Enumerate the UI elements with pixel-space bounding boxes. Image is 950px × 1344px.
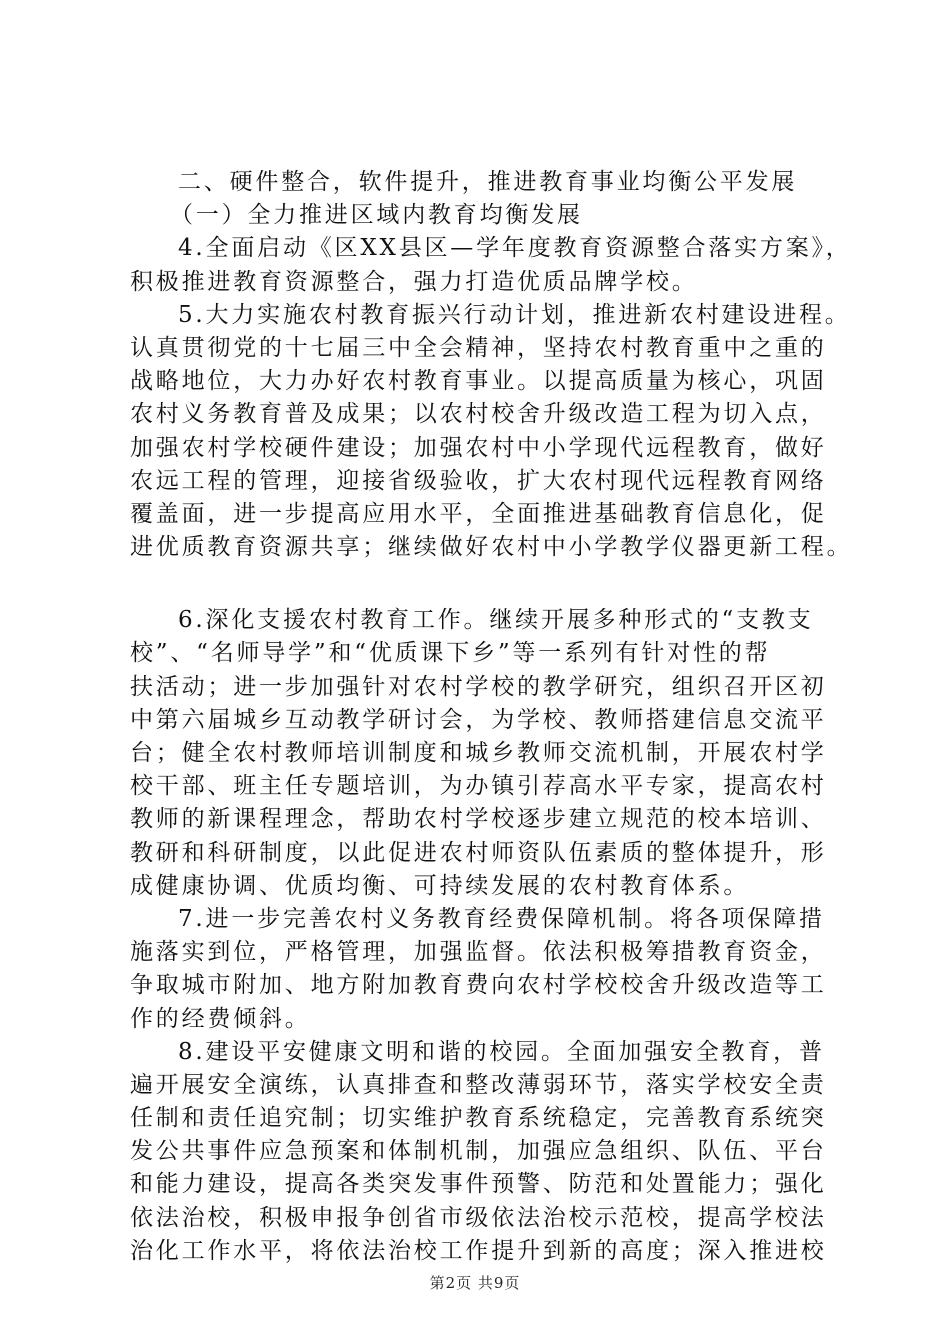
- paragraph-line: 覆盖面，进一步提高应用水平，全面推进基础教育信息化，促: [130, 500, 827, 527]
- paragraph-7: [130, 903, 830, 1036]
- paragraph-8: [130, 1036, 830, 1268]
- paragraph-line: 进优质教育资源共享；继续做好农村中小学教学仪器更新工程。: [130, 534, 853, 561]
- paragraph-line: 积极推进教育资源整合，强力打造优质品牌学校。: [130, 268, 698, 295]
- paragraph-line: 8.建设平安健康文明和谐的校园。全面加强安全教育，普: [178, 1038, 825, 1065]
- paragraph-6: [130, 604, 830, 903]
- paragraph-line: 5.大力实施农村教育振兴行动计划，推进新农村建设进程。: [178, 301, 851, 328]
- subsection-heading: （一）全力推进区域内教育均衡发展: [170, 202, 583, 229]
- section-heading: 二、硬件整合，软件提升，推进教育事业均衡公平发展: [178, 169, 798, 195]
- paragraph-5: [130, 299, 853, 565]
- paragraph-line: 加强农村学校硬件建设；加强农村中小学现代远程教育，做好: [130, 434, 827, 461]
- paragraph-line: 成健康协调、优质均衡、可持续发展的农村教育体系。: [130, 872, 750, 899]
- paragraph-line: 教研和科研制度，以此促进农村师资队伍素质的整体提升，形: [130, 839, 827, 866]
- paragraph-line: 台；健全农村教师培训制度和城乡教师交流机制，开展农村学: [130, 740, 827, 766]
- paragraph-line: 治化工作水平，将依法治校工作提升到新的高度；深入推进校: [130, 1237, 827, 1264]
- paragraph-4: [130, 232, 852, 298]
- paragraph-line: 校”、“名师导学”和“优质课下乡”等一系列有针对性的帮: [130, 640, 771, 667]
- document-body: [130, 166, 853, 1268]
- paragraph-line: 农远工程的管理，迎接省级验收，扩大农村现代远程教育网络: [130, 467, 827, 494]
- paragraph-line: 6.深化支援农村教育工作。继续开展多种形式的“支教支: [178, 607, 814, 634]
- paragraph-line: 校干部、班主任专题培训，为办镇引荐高水平专家，提高农村: [130, 773, 827, 800]
- page-number-footer: 第2页 共9页: [429, 1274, 521, 1292]
- paragraph-line: 和能力建设，提高各类突发事件预警、防范和处置能力；强化: [130, 1171, 827, 1198]
- paragraph-line: 施落实到位，严格管理，加强监督。依法积极筹措教育资金，: [130, 939, 827, 966]
- paragraph-line: 遍开展安全演练，认真排查和整改薄弱环节，落实学校安全责: [130, 1071, 827, 1098]
- paragraph-line: 扶活动；进一步加强针对农村学校的教学研究，组织召开区初: [130, 673, 827, 700]
- paragraph-line: 农村义务教育普及成果；以农村校舍升级改造工程为切入点，: [130, 401, 827, 428]
- paragraph-line: 战略地位，大力办好农村教育事业。以提高质量为核心，巩固: [130, 368, 827, 395]
- paragraph-line: 中第六届城乡互动教学研讨会，为学校、教师搭建信息交流平: [130, 706, 827, 733]
- paragraph-gap: [130, 564, 830, 604]
- paragraph-line: 认真贯彻党的十七届三中全会精神，坚持农村教育重中之重的: [130, 334, 827, 361]
- paragraph-line: 作的经费倾斜。: [130, 1005, 311, 1032]
- paragraph-line: 依法治校，积极申报争创省市级依法治校示范校，提高学校法: [130, 1204, 827, 1231]
- paragraph-line: 4.全面启动《区XX县区—学年度教育资源整合落实方案》，: [178, 235, 852, 262]
- paragraph-line: 发公共事件应急预案和体制机制，加强应急组织、队伍、平台: [130, 1138, 827, 1165]
- paragraph-line: 教师的新课程理念，帮助农村学校逐步建立规范的校本培训、: [130, 806, 827, 833]
- paragraph-line: 争取城市附加、地方附加教育费向农村学校校舍升级改造等工: [130, 972, 827, 999]
- paragraph-line: 任制和责任追究制；切实维护教育系统稳定，完善教育系统突: [130, 1105, 827, 1132]
- paragraph-line: 7.进一步完善农村义务教育经费保障机制。将各项保障措: [178, 905, 825, 932]
